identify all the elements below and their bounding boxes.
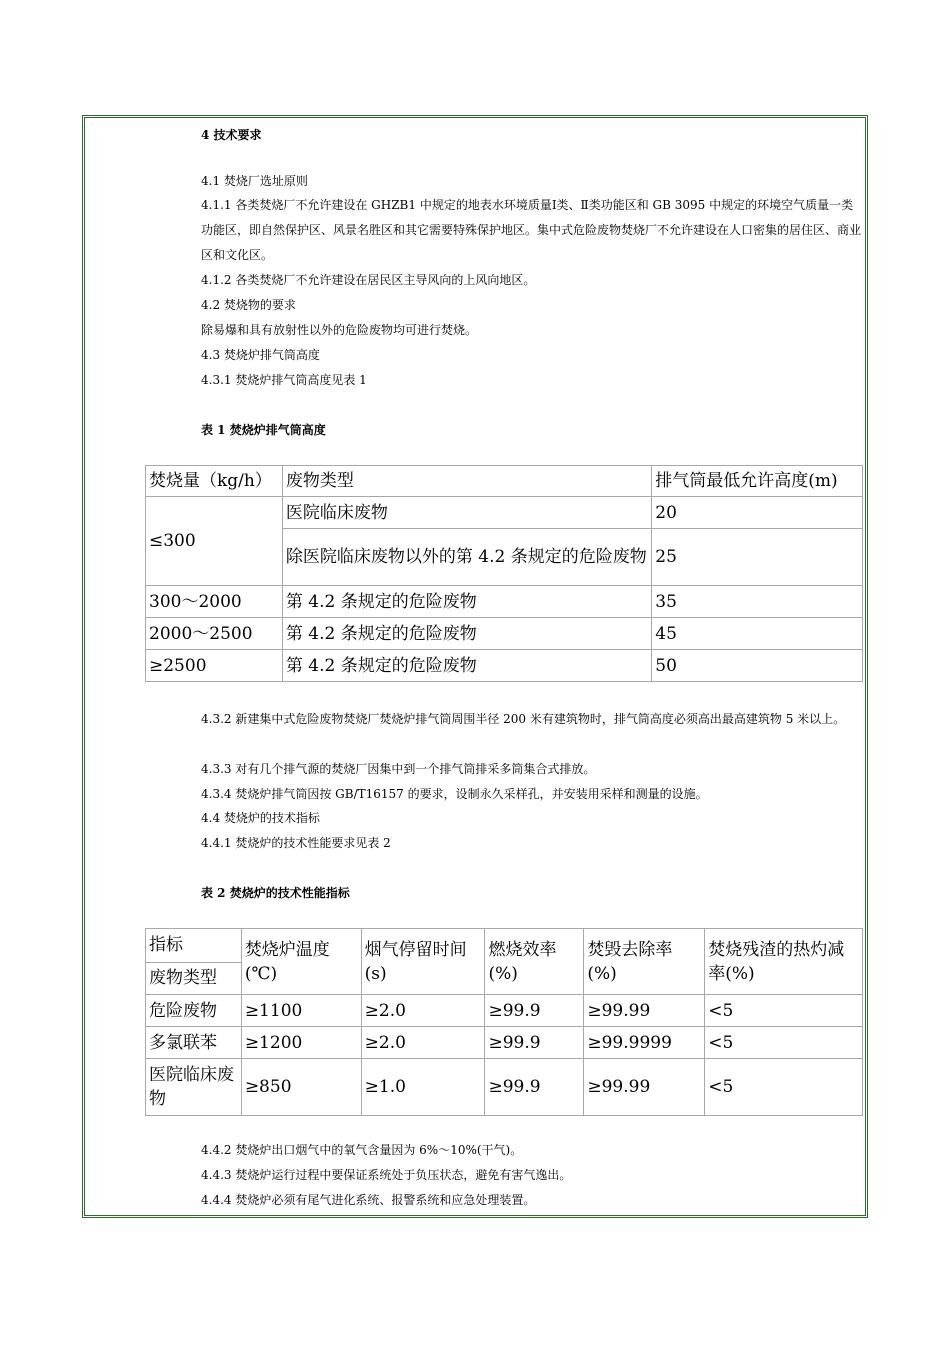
table-cell: 25	[652, 529, 863, 586]
section-4-4-4: 4.4.4 焚烧炉必须有尾气进化系统、报警系统和应急处理装置。	[201, 1193, 536, 1207]
section-title: 4 技术要求	[201, 128, 262, 142]
section-4-3-2: 4.3.2 新建集中式危险废物焚烧厂焚烧炉排气筒周围半径 200 米有建筑物时，排气筒高度必须高出最高建筑物 5 米以上。	[201, 712, 846, 726]
table-cell: <5	[705, 995, 863, 1027]
section-4-4-title: 4.4 焚烧炉的技术指标	[201, 811, 320, 825]
table-cell: ≥1100	[241, 995, 361, 1027]
table-cell: 医院临床废物	[146, 1059, 242, 1116]
table-cell: ≥1.0	[361, 1059, 485, 1116]
table-header-row	[146, 466, 863, 497]
section-4-1-title: 4.1 焚烧厂选址原则	[201, 174, 308, 188]
table-cell: 2000～2500	[146, 618, 283, 650]
section-4-3-4: 4.3.4 焚烧炉排气筒因按 GB/T16157 的要求，设制永久采样孔，并安装用采样和测量的设施。	[201, 787, 708, 801]
table1	[145, 465, 863, 682]
section-4-1-2: 4.1.2 各类焚烧厂不允许建设在居民区主导风向的上风向地区。	[201, 273, 536, 287]
section-4-4-1: 4.4.1 焚烧炉的技术性能要求见表 2	[201, 836, 391, 850]
table-header-cell: 焚毁去除率(%)	[584, 929, 705, 995]
table-cell: ≥99.99	[584, 995, 705, 1027]
section-4-1-1: 4.1.1 各类焚烧厂不允许建设在 GHZB1 中规定的地表水环境质量Ⅰ类、Ⅱ类功能区和 GB 3095 中规定的环境空气质量一类功能区，即自然保护区、风景名胜区和其它需要特殊保护地区。集中式危险废物焚烧厂不允许建设在人口密集的居住区、商业区和文化区。	[201, 198, 862, 262]
table-header-row	[146, 929, 863, 995]
section-4-4-3: 4.4.3 焚烧炉运行过程中要保证系统处于负压状态，避免有害气逸出。	[201, 1168, 572, 1182]
table-cell: ≥99.9	[485, 1027, 584, 1059]
table1-caption: 表 1 焚烧炉排气筒高度	[201, 423, 326, 437]
table-cell: 45	[652, 618, 863, 650]
section-4-2-body: 除易爆和具有放射性以外的危险废物均可进行焚烧。	[201, 323, 478, 337]
table-cell: 除医院临床废物以外的第 4.2 条规定的危险废物	[282, 529, 651, 586]
table-cell: 20	[652, 497, 863, 529]
table-cell: ≥2500	[146, 650, 283, 682]
section-4-3-3: 4.3.3 对有几个排气源的焚烧厂因集中到一个排气筒排采多筒集合式排放。	[201, 762, 596, 776]
table2	[145, 928, 863, 1116]
table-row	[146, 1027, 863, 1059]
table-cell: 300～2000	[146, 586, 283, 618]
table-header-cell: 焚烧残渣的热灼减率(%)	[705, 929, 863, 995]
section-4-2-title: 4.2 焚烧物的要求	[201, 298, 296, 312]
corner-top-label: 指标	[146, 930, 241, 963]
corner-bottom-label: 废物类型	[149, 968, 217, 988]
table-row	[146, 650, 863, 682]
section-4-3-1: 4.3.1 焚烧炉排气筒高度见表 1	[201, 373, 367, 387]
table-cell: ≥99.99	[584, 1059, 705, 1116]
table-cell: 危险废物	[146, 995, 242, 1027]
table-header-cell: 废物类型	[282, 466, 651, 497]
table-cell: ≥850	[241, 1059, 361, 1116]
table-cell: 第 4.2 条规定的危险废物	[282, 586, 651, 618]
table-row	[146, 586, 863, 618]
table-header-cell: 烟气停留时间(s)	[361, 929, 485, 995]
table-row	[146, 1059, 863, 1116]
table-cell: 第 4.2 条规定的危险废物	[282, 650, 651, 682]
table-row	[146, 618, 863, 650]
table-cell: 35	[652, 586, 863, 618]
table-cell: 第 4.2 条规定的危险废物	[282, 618, 651, 650]
table-cell: ≥1200	[241, 1027, 361, 1059]
table-header-cell: 燃烧效率(%)	[485, 929, 584, 995]
table-header-cell: 焚烧炉温度(℃)	[241, 929, 361, 995]
table-header-corner	[146, 929, 242, 995]
table-cell: 医院临床废物	[282, 497, 651, 529]
table-cell: 多氯联苯	[146, 1027, 242, 1059]
table-row	[146, 995, 863, 1027]
table-cell: <5	[705, 1027, 863, 1059]
section-4-4-2: 4.4.2 焚烧炉出口烟气中的氧气含量因为 6%～10%(干气)。	[201, 1143, 523, 1157]
table-cell: ≥99.9999	[584, 1027, 705, 1059]
table-row	[146, 497, 863, 529]
table-header-cell: 焚烧量（kg/h）	[146, 466, 283, 497]
table-cell: ≥2.0	[361, 995, 485, 1027]
section-4-3-title: 4.3 焚烧炉排气筒高度	[201, 348, 320, 362]
table-header-cell: 排气筒最低允许高度(m)	[652, 466, 863, 497]
table2-caption: 表 2 焚烧炉的技术性能指标	[201, 886, 350, 900]
table-cell: ≥2.0	[361, 1027, 485, 1059]
table-cell: ≤300	[146, 497, 283, 586]
table-cell: ≥99.9	[485, 995, 584, 1027]
table-cell: <5	[705, 1059, 863, 1116]
table-cell: ≥99.9	[485, 1059, 584, 1116]
table-cell: 50	[652, 650, 863, 682]
